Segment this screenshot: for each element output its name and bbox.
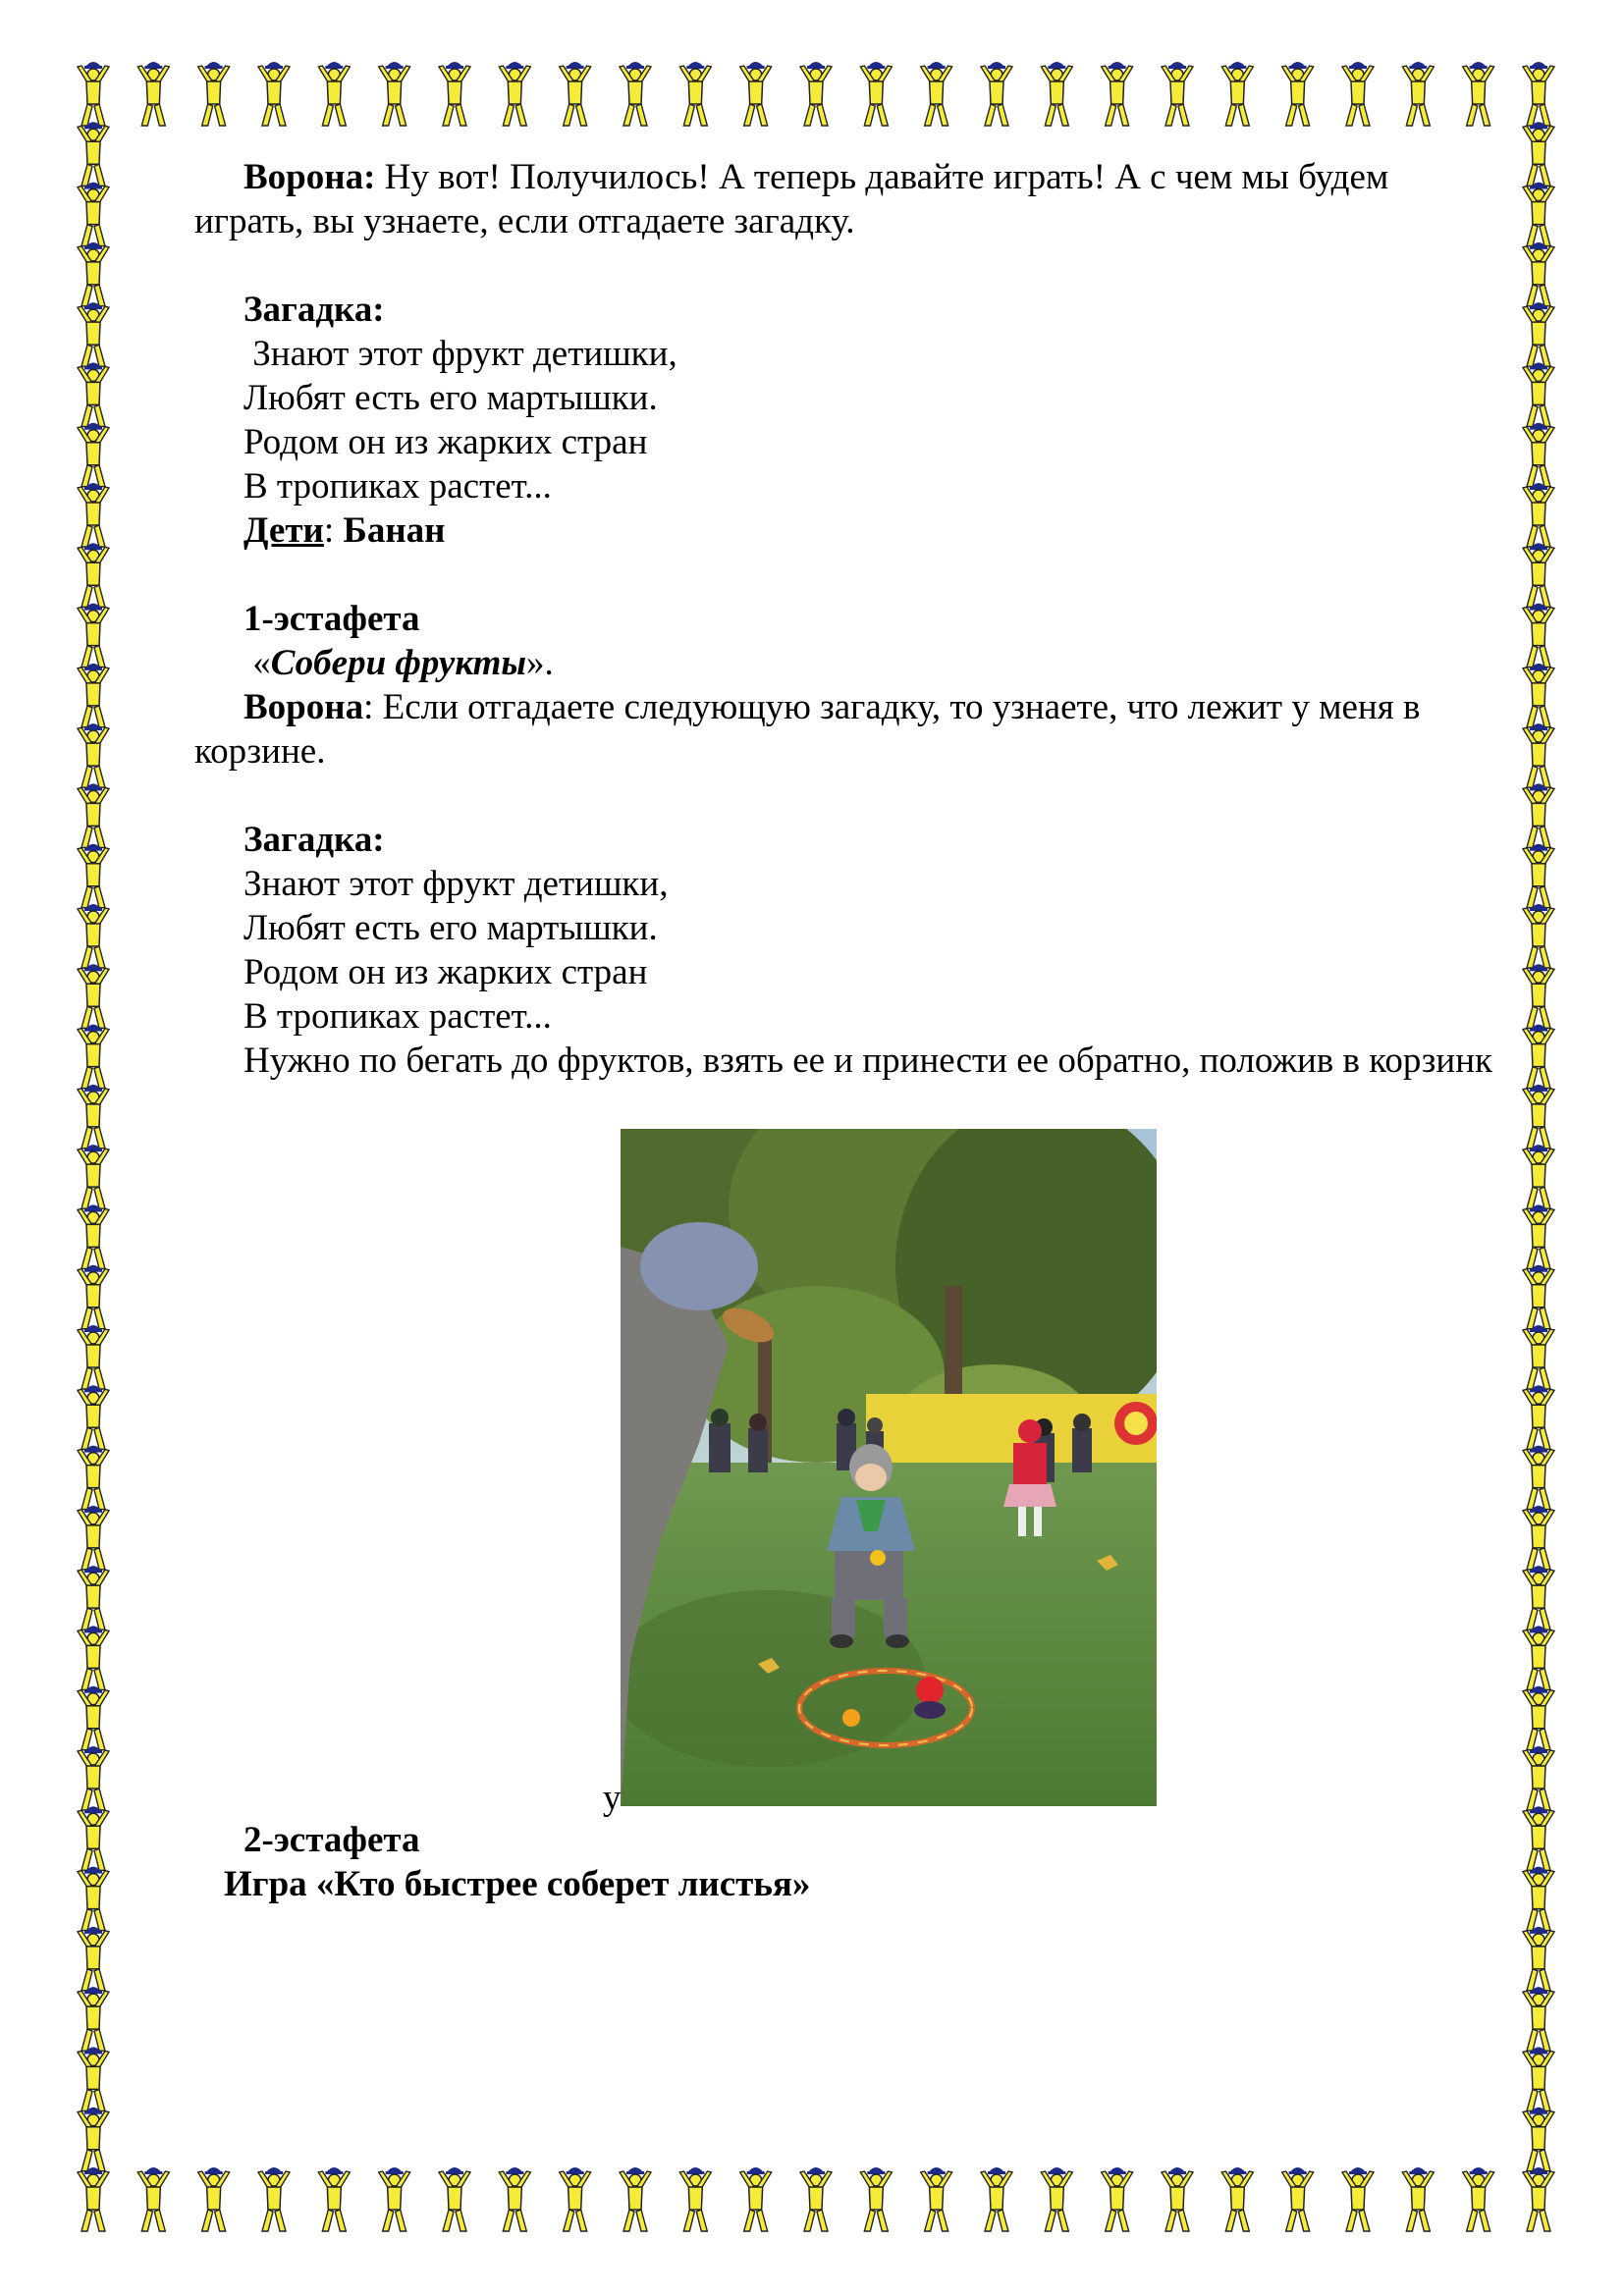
cheering-figure-icon: [78, 302, 109, 366]
cheering-figure-icon: [1523, 1566, 1554, 1629]
cheering-figure-icon: [1402, 62, 1434, 126]
cheering-figure-icon: [78, 1204, 109, 1268]
cheering-figure-icon: [1523, 1806, 1554, 1870]
cheering-figure-icon: [1523, 1145, 1554, 1208]
cheering-figure-icon: [1523, 723, 1554, 787]
relay2-game-name: Кто быстрее соберет листья»: [334, 1864, 811, 1904]
answer-label: Дети: [244, 510, 324, 551]
cheering-figure-icon: [499, 62, 530, 126]
cheering-figure-icon: [318, 62, 350, 126]
cheering-figure-icon: [740, 2167, 772, 2231]
riddle-title: Загадка:: [244, 290, 385, 330]
cheering-figure-icon: [860, 62, 892, 126]
cheering-figure-icon: [1282, 62, 1314, 126]
cheering-figure-icon: [78, 543, 109, 607]
cheering-figure-icon: [1523, 1385, 1554, 1449]
cheering-figure-icon: [78, 2047, 109, 2110]
cheering-figure-icon: [1523, 2108, 1554, 2171]
cheering-figure-icon: [1523, 783, 1554, 847]
cheering-figure-icon: [740, 62, 772, 126]
cheering-figure-icon: [620, 62, 651, 126]
riddle-title: Загадка:: [244, 820, 385, 860]
cheering-figure-icon: [1523, 242, 1554, 306]
riddle2-line: Знают этот фрукт детишки,: [244, 864, 669, 904]
relay-title: 1-эстафета: [244, 599, 420, 639]
cheering-figure-icon: [78, 1927, 109, 1991]
cheering-figure-icon: [1162, 62, 1193, 126]
cheering-figure-icon: [78, 1385, 109, 1449]
cheering-figure-icon: [1523, 964, 1554, 1028]
cheering-figure-icon: [78, 964, 109, 1028]
cheering-figure-icon: [439, 62, 470, 126]
cheering-figure-icon: [78, 1446, 109, 1510]
cheering-figure-icon: [78, 1686, 109, 1750]
cheering-figure-icon: [1523, 664, 1554, 727]
relay1-name-text: Собери фрукты: [270, 643, 527, 683]
relay1-name-open: «: [244, 643, 271, 683]
riddle2-line: В тропиках растет...: [244, 996, 552, 1037]
cheering-figure-icon: [137, 62, 169, 126]
riddle1-title: [194, 288, 1500, 332]
cheering-figure-icon: [379, 62, 410, 126]
cheering-figure-icon: [679, 2167, 711, 2231]
cheering-figure-icon: [78, 2167, 109, 2231]
cheering-figure-icon: [78, 483, 109, 547]
riddle1-answer: [194, 508, 1500, 553]
cheering-figure-icon: [1523, 1927, 1554, 1991]
cheering-figure-icon: [499, 2167, 530, 2231]
relay2-game: [224, 1862, 810, 1906]
cheering-figure-icon: [1523, 183, 1554, 246]
crow-intro: [194, 155, 1500, 243]
cheering-figure-icon: [78, 62, 109, 126]
cheering-figure-icon: [1523, 1686, 1554, 1750]
cheering-figure-icon: [78, 1506, 109, 1570]
relay1-title: [194, 597, 1500, 641]
cheering-figure-icon: [78, 1085, 109, 1148]
cheering-figure-icon: [78, 1025, 109, 1089]
cheering-figure-icon: [1523, 362, 1554, 426]
cheering-figure-icon: [860, 2167, 892, 2231]
cheering-figure-icon: [78, 2108, 109, 2171]
speaker-crow: Ворона: [244, 687, 364, 727]
riddle1-line: Любят есть его мартышки.: [244, 378, 658, 418]
cheering-figure-icon: [78, 1806, 109, 1870]
cheering-figure-icon: [1523, 543, 1554, 607]
stray-character: у: [603, 1778, 622, 1818]
relay1-crow-text: : Если отгадаете следующую загадку, то узнаете, что лежит у меня в корзине.: [194, 687, 1421, 772]
cheering-figure-icon: [921, 62, 952, 126]
cheering-figure-icon: [1162, 2167, 1193, 2231]
cheering-figure-icon: [981, 62, 1012, 126]
cheering-figure-icon: [198, 62, 230, 126]
cheering-figure-icon: [78, 1145, 109, 1208]
cheering-figure-icon: [78, 1325, 109, 1389]
cheering-figure-icon: [78, 362, 109, 426]
cheering-figure-icon: [1282, 2167, 1314, 2231]
cheering-figure-icon: [318, 2167, 350, 2231]
relay2-game-prefix: Игра «: [224, 1864, 335, 1904]
cheering-figure-icon: [1523, 62, 1554, 126]
cheering-figure-icon: [1523, 1626, 1554, 1689]
cheering-figure-icon: [78, 604, 109, 667]
cheering-figure-icon: [800, 62, 832, 126]
riddle1-line: В тропиках растет...: [244, 466, 552, 507]
riddle2-line: Любят есть его мартышки.: [244, 908, 658, 948]
relay1-name-close: ».: [526, 643, 554, 683]
cheering-figure-icon: [679, 62, 711, 126]
cheering-figure-icon: [1523, 122, 1554, 186]
cheering-figure-icon: [78, 423, 109, 487]
answer-value: Банан: [343, 510, 446, 551]
relay1-crow: [194, 685, 1500, 774]
cheering-figure-icon: [78, 1566, 109, 1629]
cheering-figure-icon: [78, 844, 109, 908]
cheering-figure-icon: [1102, 2167, 1133, 2231]
cheering-figure-icon: [137, 2167, 169, 2231]
speaker-crow: Ворона:: [244, 157, 376, 197]
cheering-figure-icon: [78, 1265, 109, 1329]
riddle2-title: [194, 818, 1500, 862]
cheering-figure-icon: [78, 242, 109, 306]
relay2-block: [194, 1818, 810, 1906]
cheering-figure-icon: [1523, 1325, 1554, 1389]
cheering-figure-icon: [1342, 2167, 1374, 2231]
cheering-figure-icon: [1523, 604, 1554, 667]
cheering-figure-icon: [1402, 2167, 1434, 2231]
relay-photo: [621, 1129, 1157, 1806]
cheering-figure-icon: [1463, 2167, 1494, 2231]
cheering-figure-icon: [1523, 1085, 1554, 1148]
cheering-figure-icon: [1523, 1265, 1554, 1329]
page-content: [194, 155, 1500, 1083]
cheering-figure-icon: [560, 2167, 591, 2231]
cheering-figure-icon: [1221, 2167, 1253, 2231]
cheering-figure-icon: [800, 2167, 832, 2231]
cheering-figure-icon: [620, 2167, 651, 2231]
cheering-figure-icon: [198, 2167, 230, 2231]
cheering-figure-icon: [1523, 1867, 1554, 1931]
cheering-figure-icon: [1523, 1506, 1554, 1570]
cheering-figure-icon: [439, 2167, 470, 2231]
cheering-figure-icon: [78, 904, 109, 968]
cheering-figure-icon: [258, 2167, 290, 2231]
answer-sep: :: [323, 510, 344, 551]
relay-title: 2-эстафета: [244, 1820, 420, 1860]
cheering-figure-icon: [78, 1867, 109, 1931]
cheering-figure-icon: [78, 122, 109, 186]
cheering-figure-icon: [1523, 1025, 1554, 1089]
cheering-figure-icon: [78, 1746, 109, 1810]
riddle1-line: Знают этот фрукт детишки,: [244, 334, 677, 374]
cheering-figure-icon: [78, 183, 109, 246]
cheering-figure-icon: [1523, 1204, 1554, 1268]
riddle1-line: Родом он из жарких стран: [244, 422, 648, 462]
relay2-title: [244, 1818, 810, 1862]
cheering-figure-icon: [1523, 1746, 1554, 1810]
cheering-figure-icon: [981, 2167, 1012, 2231]
cheering-figure-icon: [560, 62, 591, 126]
cheering-figure-icon: [1523, 302, 1554, 366]
cheering-figure-icon: [1523, 904, 1554, 968]
riddle2-instruction: Нужно по бегать до фруктов, взять ее и принести ее обратно, положив в корзинк: [244, 1041, 1492, 1081]
cheering-figure-icon: [921, 2167, 952, 2231]
riddle2-line: Родом он из жарких стран: [244, 952, 648, 992]
cheering-figure-icon: [1041, 62, 1072, 126]
relay1-name: [194, 641, 1500, 685]
cheering-figure-icon: [379, 2167, 410, 2231]
cheering-figure-icon: [78, 664, 109, 727]
cheering-figure-icon: [78, 1987, 109, 2051]
cheering-figure-icon: [1523, 844, 1554, 908]
cheering-figure-icon: [78, 1626, 109, 1689]
cheering-figure-icon: [1342, 62, 1374, 126]
cheering-figure-icon: [1523, 483, 1554, 547]
cheering-figure-icon: [1523, 2047, 1554, 2110]
cheering-figure-icon: [78, 723, 109, 787]
cheering-figure-icon: [258, 62, 290, 126]
cheering-figure-icon: [78, 783, 109, 847]
cheering-figure-icon: [1523, 1987, 1554, 2051]
cheering-figure-icon: [1523, 1446, 1554, 1510]
cheering-figure-icon: [1463, 62, 1494, 126]
cheering-figure-icon: [1221, 62, 1253, 126]
cheering-figure-icon: [1041, 2167, 1072, 2231]
crow-intro-text: Ну вот! Получилось! А теперь давайте играть! А с чем мы будем играть, вы узнаете, если отгадаете загадку.: [194, 157, 1389, 241]
cheering-figure-icon: [1523, 2167, 1554, 2231]
cheering-figure-icon: [1523, 423, 1554, 487]
cheering-figure-icon: [1102, 62, 1133, 126]
